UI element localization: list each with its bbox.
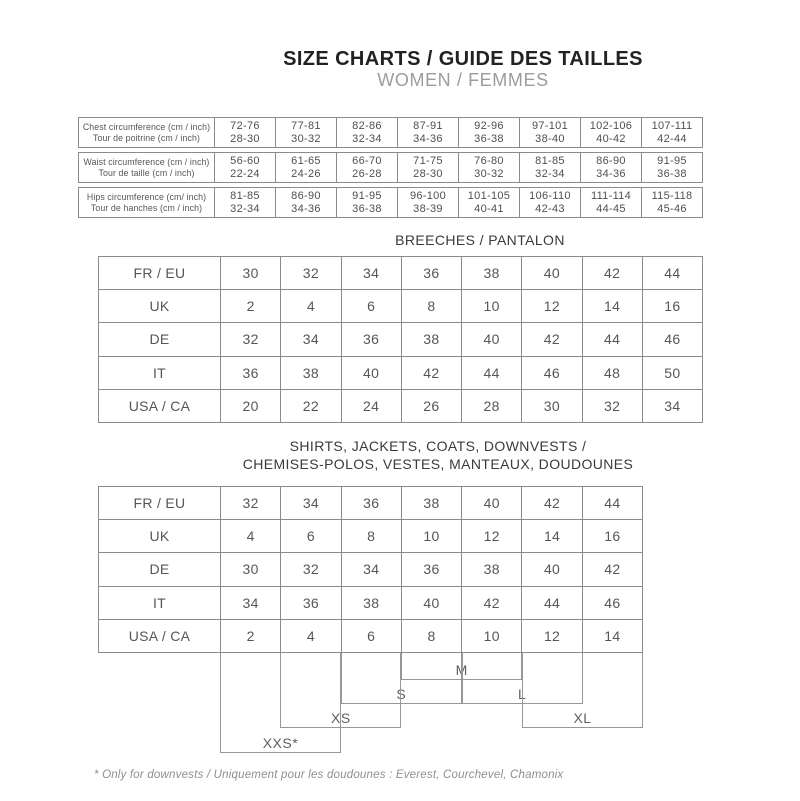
size-value-cell: 10 xyxy=(462,290,522,323)
measurement-cm: 72-76 xyxy=(230,119,260,132)
size-value-cell: 32 xyxy=(281,257,341,290)
size-table-row xyxy=(99,586,643,619)
measurements-table xyxy=(78,117,703,222)
measurement-cell xyxy=(215,153,276,182)
measurement-cm: 97-101 xyxy=(531,119,569,132)
measurement-row-label xyxy=(79,188,215,217)
size-value-cell: 34 xyxy=(221,586,281,619)
shirts-table xyxy=(98,486,643,653)
size-brackets xyxy=(0,653,800,761)
measurement-cell xyxy=(398,188,459,217)
size-value-cell: 38 xyxy=(462,553,522,586)
size-value-cell: 38 xyxy=(281,356,341,389)
measurement-cm: 86-90 xyxy=(596,154,626,167)
measurement-inch: 34-36 xyxy=(596,167,626,180)
size-value-cell: 32 xyxy=(221,323,281,356)
measurement-label-fr: Tour de hanches (cm / inch) xyxy=(90,202,203,213)
size-value-cell: 24 xyxy=(341,389,401,422)
measurement-cm: 102-106 xyxy=(589,119,633,132)
size-table-row xyxy=(99,553,643,586)
size-bracket-XL xyxy=(522,653,643,728)
measurement-row-label xyxy=(79,118,215,147)
measurement-inch: 26-28 xyxy=(352,167,382,180)
size-value-cell: 32 xyxy=(582,389,642,422)
size-value-cell: 30 xyxy=(221,553,281,586)
size-value-cell: 42 xyxy=(522,487,582,520)
measurement-inch: 24-26 xyxy=(291,167,321,180)
measurement-inch: 28-30 xyxy=(230,132,260,145)
size-value-cell: 14 xyxy=(582,619,642,652)
measurement-cell xyxy=(398,153,459,182)
measurement-cm: 92-96 xyxy=(474,119,504,132)
size-value-cell: 12 xyxy=(522,619,582,652)
page-title: SIZE CHARTS / GUIDE DES TAILLES xyxy=(283,48,643,70)
downvests-footnote: * Only for downvests / Uniquement pour les doudounes : Everest, Courchevel, Chamonix xyxy=(94,769,564,781)
size-value-cell: 32 xyxy=(221,487,281,520)
size-value-cell: 4 xyxy=(281,619,341,652)
breeches-heading: BREECHES / PANTALON xyxy=(395,232,565,248)
size-value-cell: 36 xyxy=(221,356,281,389)
size-table-row xyxy=(99,323,703,356)
measurement-cm: 77-81 xyxy=(291,119,321,132)
size-bracket-label: XS xyxy=(327,711,355,726)
measurement-inch: 36-38 xyxy=(657,167,687,180)
size-value-cell: 36 xyxy=(281,586,341,619)
size-value-cell: 36 xyxy=(341,487,401,520)
measurement-label-fr: Tour de poitrine (cm / inch) xyxy=(93,132,200,143)
size-table-row xyxy=(99,619,643,652)
measurement-label-en: Chest circumference (cm / inch) xyxy=(82,121,211,132)
size-value-cell: 38 xyxy=(401,487,461,520)
size-table-row xyxy=(99,487,643,520)
measurement-cell xyxy=(581,118,642,147)
size-value-cell: 40 xyxy=(462,487,522,520)
size-standard-label: UK xyxy=(99,290,221,323)
measurement-cell xyxy=(276,188,337,217)
measurement-cell xyxy=(520,188,581,217)
size-value-cell: 40 xyxy=(522,553,582,586)
size-value-cell: 22 xyxy=(281,389,341,422)
measurement-cell xyxy=(581,153,642,182)
size-standard-label: USA / CA xyxy=(99,389,221,422)
size-value-cell: 6 xyxy=(281,520,341,553)
size-value-cell: 44 xyxy=(642,257,702,290)
measurement-cm: 101-105 xyxy=(467,189,511,202)
size-value-cell: 2 xyxy=(221,619,281,652)
measurement-cell xyxy=(215,188,276,217)
size-value-cell: 40 xyxy=(341,356,401,389)
size-value-cell: 12 xyxy=(522,290,582,323)
shirts-heading xyxy=(76,437,800,473)
size-value-cell: 4 xyxy=(221,520,281,553)
measurement-cm: 91-95 xyxy=(657,154,687,167)
size-value-cell: 46 xyxy=(522,356,582,389)
size-table-row xyxy=(99,257,703,290)
size-value-cell: 38 xyxy=(341,586,401,619)
size-value-cell: 48 xyxy=(582,356,642,389)
size-value-cell: 42 xyxy=(582,257,642,290)
size-value-cell: 34 xyxy=(642,389,702,422)
measurement-inch: 32-34 xyxy=(230,202,260,215)
size-value-cell: 14 xyxy=(582,290,642,323)
size-value-cell: 40 xyxy=(401,586,461,619)
shirts-heading-line1: SHIRTS, JACKETS, COATS, DOWNVESTS / xyxy=(289,438,587,454)
page-subtitle: WOMEN / FEMMES xyxy=(377,70,549,90)
measurement-cell xyxy=(642,118,702,147)
measurement-inch: 40-42 xyxy=(596,132,626,145)
size-value-cell: 36 xyxy=(401,553,461,586)
measurement-cell xyxy=(642,188,702,217)
size-value-cell: 8 xyxy=(401,619,461,652)
measurement-cell xyxy=(459,153,520,182)
measurement-cell xyxy=(337,188,398,217)
measurement-row-label xyxy=(79,153,215,182)
measurement-inch: 38-39 xyxy=(413,202,443,215)
size-value-cell: 40 xyxy=(522,257,582,290)
size-table-row xyxy=(99,520,643,553)
measurement-inch: 32-34 xyxy=(535,167,565,180)
size-value-cell: 10 xyxy=(401,520,461,553)
breeches-table xyxy=(98,256,703,423)
size-value-cell: 8 xyxy=(341,520,401,553)
measurement-cm: 96-100 xyxy=(409,189,447,202)
measurement-cm: 61-65 xyxy=(291,154,321,167)
size-value-cell: 30 xyxy=(221,257,281,290)
measurement-cm: 56-60 xyxy=(230,154,260,167)
measurement-cell xyxy=(459,188,520,217)
size-standard-label: DE xyxy=(99,553,221,586)
measurement-cell xyxy=(459,118,520,147)
measurement-cm: 107-111 xyxy=(651,119,693,132)
measurement-cm: 82-86 xyxy=(352,119,382,132)
size-value-cell: 34 xyxy=(341,257,401,290)
size-value-cell: 6 xyxy=(341,619,401,652)
measurement-inch: 32-34 xyxy=(352,132,382,145)
size-value-cell: 14 xyxy=(522,520,582,553)
size-value-cell: 46 xyxy=(642,323,702,356)
size-value-cell: 38 xyxy=(462,257,522,290)
size-value-cell: 42 xyxy=(462,586,522,619)
measurement-inch: 28-30 xyxy=(413,167,443,180)
size-standard-label: IT xyxy=(99,586,221,619)
measurement-cell xyxy=(398,118,459,147)
measurement-cell xyxy=(337,118,398,147)
measurement-cell xyxy=(276,118,337,147)
size-value-cell: 16 xyxy=(642,290,702,323)
size-value-cell: 50 xyxy=(642,356,702,389)
measurement-cm: 111-114 xyxy=(590,189,632,202)
measurement-cm: 66-70 xyxy=(352,154,382,167)
size-value-cell: 34 xyxy=(281,323,341,356)
measurement-inch: 40-41 xyxy=(474,202,504,215)
measurement-cell xyxy=(642,153,702,182)
measurement-cm: 81-85 xyxy=(535,154,565,167)
size-bracket-label: XL xyxy=(569,711,595,726)
measurement-label-en: Waist circumference (cm / inch) xyxy=(83,156,210,167)
size-value-cell: 4 xyxy=(281,290,341,323)
size-bracket-label: M xyxy=(452,663,472,678)
measurement-inch: 30-32 xyxy=(291,132,321,145)
size-value-cell: 2 xyxy=(221,290,281,323)
measurement-inch: 42-44 xyxy=(657,132,687,145)
size-value-cell: 38 xyxy=(401,323,461,356)
size-value-cell: 30 xyxy=(522,389,582,422)
size-value-cell: 44 xyxy=(522,586,582,619)
size-value-cell: 46 xyxy=(582,586,642,619)
size-value-cell: 42 xyxy=(582,553,642,586)
measurement-cm: 71-75 xyxy=(413,154,443,167)
size-value-cell: 34 xyxy=(341,553,401,586)
size-table-row xyxy=(99,389,703,422)
size-value-cell: 6 xyxy=(341,290,401,323)
size-value-cell: 44 xyxy=(462,356,522,389)
measurement-cell xyxy=(581,188,642,217)
size-value-cell: 44 xyxy=(582,487,642,520)
size-value-cell: 8 xyxy=(401,290,461,323)
measurement-inch: 36-38 xyxy=(352,202,382,215)
size-standard-label: FR / EU xyxy=(99,487,221,520)
measurement-inch: 22-24 xyxy=(230,167,260,180)
shirts-heading-line2: CHEMISES-POLOS, VESTES, MANTEAUX, DOUDOUNES xyxy=(242,456,634,472)
size-value-cell: 16 xyxy=(582,520,642,553)
size-value-cell: 12 xyxy=(462,520,522,553)
measurement-cell xyxy=(337,153,398,182)
size-value-cell: 28 xyxy=(462,389,522,422)
measurement-cm: 91-95 xyxy=(352,189,382,202)
measurement-inch: 42-43 xyxy=(535,202,565,215)
size-table-row xyxy=(99,290,703,323)
measurement-inch: 36-38 xyxy=(474,132,504,145)
size-value-cell: 36 xyxy=(401,257,461,290)
measurement-cm: 81-85 xyxy=(230,189,260,202)
size-bracket-XXS xyxy=(220,653,341,753)
measurement-inch: 34-36 xyxy=(291,202,321,215)
size-value-cell: 10 xyxy=(462,619,522,652)
size-value-cell: 36 xyxy=(341,323,401,356)
size-value-cell: 34 xyxy=(281,487,341,520)
measurement-label-en: Hips circumference (cm/ inch) xyxy=(86,191,207,202)
measurement-cell xyxy=(520,153,581,182)
size-value-cell: 42 xyxy=(401,356,461,389)
measurement-cell xyxy=(215,118,276,147)
size-standard-label: FR / EU xyxy=(99,257,221,290)
size-table-row xyxy=(99,356,703,389)
measurement-inch: 30-32 xyxy=(474,167,504,180)
measurement-cm: 87-91 xyxy=(413,119,443,132)
size-value-cell: 42 xyxy=(522,323,582,356)
size-standard-label: DE xyxy=(99,323,221,356)
size-value-cell: 32 xyxy=(281,553,341,586)
measurement-label-fr: Tour de taille (cm / inch) xyxy=(98,167,195,178)
measurement-inch: 38-40 xyxy=(535,132,565,145)
size-standard-label: UK xyxy=(99,520,221,553)
measurement-inch: 45-46 xyxy=(657,202,687,215)
measurements-row xyxy=(78,187,703,218)
measurement-inch: 34-36 xyxy=(413,132,443,145)
measurement-cm: 106-110 xyxy=(529,189,571,202)
size-value-cell: 44 xyxy=(582,323,642,356)
measurements-row xyxy=(78,152,703,183)
measurement-cm: 115-118 xyxy=(651,189,693,202)
size-standard-label: USA / CA xyxy=(99,619,221,652)
size-bracket-label: XXS* xyxy=(259,736,302,751)
size-value-cell: 26 xyxy=(401,389,461,422)
size-standard-label: IT xyxy=(99,356,221,389)
measurement-cell xyxy=(520,118,581,147)
size-bracket-label: L xyxy=(514,687,530,702)
measurement-cell xyxy=(276,153,337,182)
size-value-cell: 20 xyxy=(221,389,281,422)
measurement-cm: 86-90 xyxy=(291,189,321,202)
measurement-cm: 76-80 xyxy=(474,154,504,167)
measurements-row xyxy=(78,117,703,148)
size-bracket-label: S xyxy=(392,687,410,702)
measurement-inch: 44-45 xyxy=(596,202,626,215)
size-value-cell: 40 xyxy=(462,323,522,356)
